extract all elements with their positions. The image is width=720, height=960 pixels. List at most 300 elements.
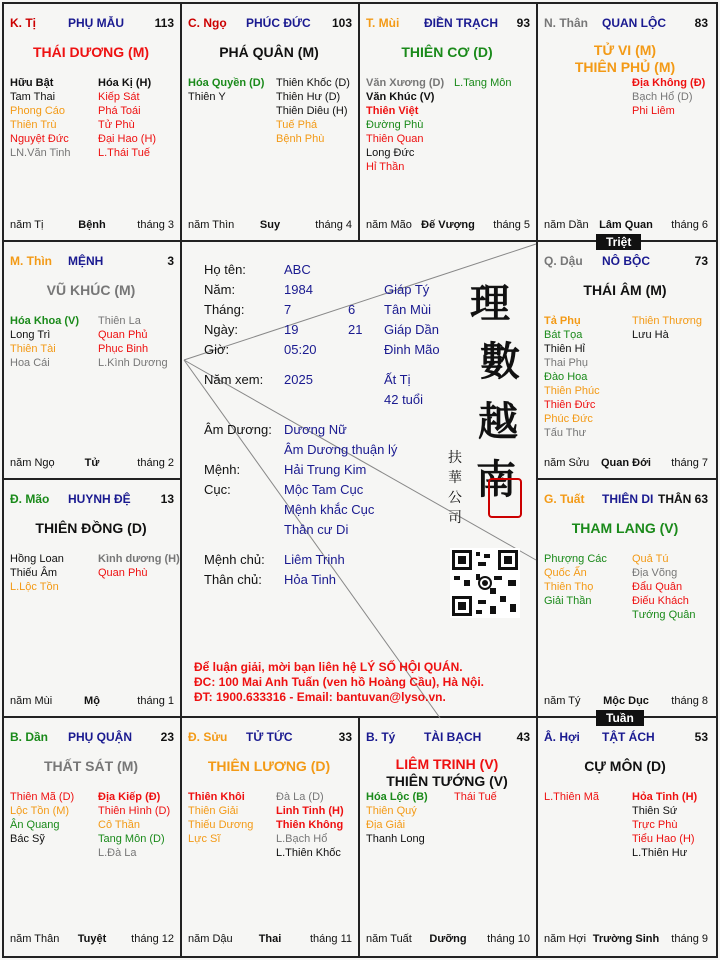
footer-year: năm Tý [544,695,581,707]
footer-stage: Mộc Dục [603,695,649,707]
minor-star: Địa Không (Đ) [632,77,706,89]
minor-star: Điếu Khách [632,595,689,607]
major-star: CỰ MÔN (D) [584,758,666,774]
minor-star: Thiên Phúc [544,385,600,397]
gio-value: 05:20 [284,342,317,357]
footer-stage: Trường Sinh [592,933,660,945]
minor-star: Long Trì [10,329,51,341]
qr-code-icon[interactable] [450,548,520,618]
minor-star: L.Thái Tuế [98,147,150,159]
footer-year: năm Tị [10,219,44,231]
minor-star: Tang Môn (D) [98,833,165,845]
palace-branch: N. Thân [544,16,588,30]
minor-star: Quan Phủ [98,329,148,341]
major-stars [360,44,534,61]
minor-star: L.Thiên Khốc [276,847,341,859]
palace-name: PHỤ QUẬN [68,730,133,744]
minor-stars-left [544,790,628,804]
minor-star: Thiên Quan [366,133,424,145]
palace-number: 103 [331,16,352,30]
palace-number: 73 [694,254,708,268]
palace-name: PHÚC ĐỨC [246,16,311,30]
major-star: THIÊN PHỦ (M) [574,59,676,75]
major-star: PHÁ QUÂN (M) [219,44,319,60]
palace-name: ĐIỀN TRẠCH [424,16,498,30]
palace-ngo [182,4,356,240]
palace-header [544,730,708,746]
minor-star: L.Bạch Hổ [276,833,328,845]
than-chu-label: Thân chủ: [204,572,262,587]
minor-star: Thiên Sứ [632,805,678,817]
minor-star: Thiên Thọ [544,581,594,593]
logo-small-char: 公 [448,490,462,506]
footer-stage: Mộ [84,695,100,707]
minor-star: Văn Khúc (V) [366,91,435,103]
minor-star: Lưu Hà [632,329,669,341]
contact-phone-email[interactable]: ĐT: 1900.633316 - Email: bantuvan@lyso.vn. [194,690,446,704]
palace-number: 23 [160,730,174,744]
logo-char: 越 [478,398,518,445]
palace-header [10,16,174,32]
minor-star: Quả Tú [632,553,669,565]
minor-star: Thiên Giải [188,805,239,817]
footer-month: tháng 8 [671,695,708,707]
footer-year: năm Dậu [188,933,233,945]
palace-header [366,730,530,746]
minor-stars-left [544,314,628,440]
palace-mao [4,480,178,716]
minor-star: Hỏa Tinh (H) [632,791,698,803]
minor-star: Bát Tọa [544,329,583,341]
tuoi-value: 42 tuổi [384,392,424,407]
palace-number: THÂN 63 [657,492,708,506]
minor-star: Phi Liêm [632,105,675,117]
palace-number: 93 [516,16,530,30]
minor-star: Thiên Hình (D) [98,805,171,817]
palace-branch: Â. Hợi [544,730,580,744]
minor-stars-right [632,552,716,622]
palace-header [544,16,708,32]
ngay-am-value: 21 [348,322,363,337]
major-stars [4,758,178,775]
cuc-label: Cục: [204,482,231,497]
palace-name: TỬ TỨC [246,730,293,744]
footer-stage: Suy [259,219,281,231]
footer-year: năm Mùi [10,695,53,707]
palace-footer [544,218,708,232]
minor-star: Quốc Ấn [544,567,587,579]
minor-star: Hóa Quyền (D) [188,77,265,89]
minor-star: Long Đức [366,147,415,159]
minor-star: Tướng Quân [632,609,696,621]
palace-mui [360,4,534,240]
minor-star: Đào Hoa [544,371,588,383]
minor-star: Cô Thần [98,819,140,831]
ngay-can-chi: Giáp Dần [384,322,439,337]
minor-stars-right [454,76,538,90]
palace-name: HUYNH ĐỆ [68,492,131,506]
minor-star: Phượng Các [544,553,607,565]
palace-branch: Đ. Mão [10,492,50,506]
palace-footer [188,932,352,946]
footer-month: tháng 2 [137,457,174,469]
palace-name: TẬT ÁCH [602,730,655,744]
thang-label: Tháng: [204,302,245,317]
footer-year: năm Dần [544,219,589,231]
tuan-tag: Tuần [596,710,644,726]
minor-star: Thiên Hỉ [544,343,585,355]
thang-value: 7 [284,302,292,317]
palace-header [10,730,174,746]
logo-small-char: 華 [448,470,462,486]
minor-star: Thiên Đức [544,399,596,411]
minor-star: Thiên Mã (D) [10,791,75,803]
minor-star: Thai Phụ [544,357,589,369]
footer-year: năm Tuất [366,933,412,945]
minor-star: L.Tang Môn [454,77,512,89]
menh-label: Mệnh: [204,462,241,477]
minor-star: Hóa Lộc (B) [366,791,428,803]
red-seal-stamp [488,478,522,518]
minor-stars-left [10,790,94,846]
footer-month: tháng 4 [315,219,352,231]
footer-month: tháng 3 [137,219,174,231]
minor-star: Tam Thai [10,91,56,103]
minor-stars-right [276,790,360,860]
logo-small-text [448,448,464,528]
palace-ty [360,718,534,954]
nam-can-chi: Giáp Tý [384,282,430,297]
minor-stars-left [544,552,628,608]
minor-star: Phục Binh [98,343,149,355]
minor-star: Trực Phù [632,819,678,831]
footer-year: năm Sửu [544,457,590,469]
footer-month: tháng 10 [487,933,530,945]
center-info-panel [182,242,538,718]
minor-star: Đường Phù [366,119,424,131]
footer-year: năm Thân [10,933,60,945]
minor-stars-left [188,76,272,104]
footer-stage: Tuyệt [77,933,107,945]
palace-header [10,492,174,508]
minor-stars-right [276,76,360,146]
am-duong-label: Âm Dương: [204,422,272,437]
palace-footer [366,218,530,232]
minor-star: Thiếu Âm [10,567,58,579]
minor-star: Tử Phù [98,119,135,131]
contact-line: Để luận giải, mời bạn liên hệ LÝ SỐ HỘI QUÁN. [194,660,463,674]
nam-xem-value: 2025 [284,372,313,387]
major-stars [538,758,712,775]
major-stars [360,756,534,790]
nam-xem-label: Năm xem: [204,372,264,387]
minor-star: Thiên Hư (D) [276,91,341,103]
major-stars [4,520,178,537]
major-star: THÁI DƯƠNG (M) [32,44,150,60]
thang-am-value: 6 [348,302,356,317]
minor-star: Nguyệt Đức [10,133,69,145]
minor-star: Thiếu Dương [188,819,254,831]
major-stars [4,44,178,61]
minor-star: Ân Quang [10,819,60,831]
minor-star: Thiên Tài [10,343,56,355]
minor-star: Phúc Đức [544,413,593,425]
minor-star: Hóa Kị (H) [98,77,152,89]
minor-star: Địa Kiếp (Đ) [98,791,161,803]
minor-star: Địa Võng [632,567,678,579]
palace-branch: C. Ngọ [188,16,227,30]
minor-star: Phá Toái [98,105,141,117]
footer-stage: Bệnh [78,219,106,231]
menh-chu-value: Liêm Trinh [284,552,345,567]
palace-number: 113 [154,16,174,30]
thang-can-chi: Tân Mùi [384,302,431,317]
logo-small-char: 扶 [448,450,462,466]
triet-tag: Triệt [596,234,641,250]
minor-stars-right [632,314,716,342]
palace-footer [366,932,530,946]
major-star: LIÊM TRINH (V) [395,756,499,772]
major-stars [182,44,356,61]
major-star: VŨ KHÚC (M) [46,282,136,298]
menh-chu-label: Mệnh chủ: [204,552,265,567]
palace-footer [10,456,174,470]
minor-stars-right [98,790,182,860]
palace-name: MỆNH [68,254,104,268]
ho-ten-value: ABC [284,262,311,277]
minor-star: Bạch Hổ (D) [632,91,693,103]
major-stars [538,42,712,76]
minor-stars-right [632,790,716,860]
palace-number: 13 [160,492,174,506]
palace-branch: B. Tý [366,730,396,744]
palace-suu [182,718,356,954]
major-star: THIÊN CƠ (D) [401,44,493,60]
minor-star: LN.Văn Tinh [10,147,71,159]
major-star: THẤT SÁT (M) [43,758,139,774]
contact-address: ĐC: 100 Mai Anh Tuấn (ven hồ Hoàng Cầu), Hà Nội. [194,675,485,689]
footer-stage: Quan Đới [601,457,651,469]
minor-star: Địa Giải [366,819,406,831]
minor-star: Thiên Khôi [188,791,245,803]
palace-ti [4,4,178,240]
minor-star: Bác Sỹ [10,833,45,845]
major-stars [182,758,356,775]
contact-info [194,660,484,705]
nam-label: Năm: [204,282,236,297]
palace-footer [544,932,708,946]
major-star: THIÊN LƯƠNG (D) [207,758,331,774]
gio-can-chi: Đinh Mão [384,342,440,357]
minor-star: Thiên Y [188,91,226,103]
nam-value: 1984 [284,282,313,297]
am-duong-value: Dương Nữ [284,422,347,437]
logo-small-char: 司 [448,510,462,526]
palace-branch: Đ. Sửu [188,730,228,744]
minor-stars-left [366,76,450,174]
palace-name: NÔ BỘC [602,254,650,268]
major-stars [538,520,712,537]
major-star: TỬ VI (M) [593,42,657,58]
minor-star: Lộc Tồn (M) [10,805,70,817]
palace-header [544,492,708,508]
footer-month: tháng 12 [131,933,174,945]
palace-name: QUAN LỘC [602,16,666,30]
ngay-label: Ngày: [204,322,238,337]
than-chu-value: Hỏa Tinh [284,572,337,587]
palace-branch: Q. Dậu [544,254,583,268]
minor-stars-right [454,790,538,804]
palace-dan [4,718,178,954]
minor-star: Thiên Diêu (H) [276,105,348,117]
minor-star: L.Thiên Hư [632,847,688,859]
minor-stars-left [10,552,94,594]
footer-stage: Thai [258,933,282,945]
minor-star: Văn Xương (D) [366,77,445,89]
minor-stars-right [98,76,182,160]
minor-star: Giải Thần [544,595,592,607]
minor-star: Thiên Quý [366,805,417,817]
major-star: THIÊN ĐỒNG (D) [35,520,147,536]
minor-star: Kình dương (H) [98,553,180,565]
ho-ten-label: Họ tên: [204,262,246,277]
minor-stars-right [98,314,182,370]
ngay-value: 19 [284,322,299,337]
palace-number: 3 [167,254,174,268]
menh-value: Hải Trung Kim [284,462,367,477]
minor-stars-right [98,552,182,580]
minor-star: Đại Hao (H) [98,133,157,145]
palace-number: 43 [516,730,530,744]
footer-year: năm Hợi [544,933,587,945]
minor-star: Đẩu Quân [632,581,683,593]
footer-month: tháng 1 [137,695,174,707]
palace-branch: K. Tị [10,16,36,30]
palace-than [538,4,712,240]
minor-star: Kiếp Sát [98,91,140,103]
minor-star: Thiên Khốc (D) [276,77,350,89]
minor-star: L.Kình Dương [98,357,168,369]
footer-stage: Đế Vượng [421,219,475,231]
minor-star: Thiên Không [276,819,344,831]
palace-footer [10,694,174,708]
palace-header [10,254,174,270]
palace-name: THIÊN DI [602,492,654,506]
footer-stage: Dưỡng [429,933,467,945]
palace-footer [544,456,708,470]
minor-star: Quan Phù [98,567,148,579]
major-star: THAM LANG (V) [571,520,679,536]
palace-branch: G. Tuất [544,492,585,506]
minor-star: Linh Tinh (H) [276,805,344,817]
palace-footer [544,694,708,708]
minor-stars-left [10,76,94,160]
minor-star: Thái Tuế [454,791,497,803]
palace-branch: B. Dần [10,730,49,744]
major-star: THÁI ÂM (M) [583,282,667,298]
palace-header [188,16,352,32]
palace-name: TÀI BẠCH [424,730,482,744]
gio-label: Giờ: [204,342,230,357]
minor-star: Hồng Loan [10,553,64,565]
palace-header [366,16,530,32]
logo-char: 數 [480,338,520,385]
palace-footer [10,218,174,232]
minor-stars-left [366,790,450,846]
logo-char: 理 [470,280,510,327]
nam-xem-can-chi: Ất Tị [384,372,411,387]
palace-branch: T. Mùi [366,16,400,30]
minor-star: Tuế Phá [276,119,318,131]
footer-stage: Lâm Quan [599,219,653,231]
minor-star: Thiên Thương [632,315,703,327]
minor-star: Thiên La [98,315,141,327]
minor-star: Đà La (D) [276,791,324,803]
footer-year: năm Ngọ [10,457,55,469]
footer-month: tháng 5 [493,219,530,231]
am-duong-note: Âm Dương thuận lý [284,442,398,457]
minor-star: Hoa Cái [10,357,50,369]
minor-star: L.Thiên Mã [544,791,600,803]
palace-number: 83 [694,16,708,30]
cuc-value: Mộc Tam Cục [284,482,364,497]
major-star: THIÊN TƯỚNG (V) [386,773,508,789]
minor-star: Tiểu Hao (H) [632,833,695,845]
palace-branch: M. Thìn [10,254,52,268]
minor-stars-left [188,790,272,846]
footer-year: năm Thìn [188,219,235,231]
footer-month: tháng 7 [671,457,708,469]
minor-stars-left [10,314,94,370]
palace-header [188,730,352,746]
minor-star: L.Lộc Tồn [10,581,59,593]
minor-star: Bệnh Phù [276,133,325,145]
minor-star: Hỉ Thần [366,161,405,173]
minor-star: Lực Sĩ [188,833,221,845]
palace-footer [10,932,174,946]
palace-hoi [538,718,712,954]
palace-name: PHỤ MẪU [68,16,124,30]
cuc-note-1: Mệnh khắc Cục [284,502,375,517]
palace-dau [538,242,712,478]
palace-number: 53 [694,730,708,744]
minor-star: Hóa Khoa (V) [10,315,80,327]
cuc-note-2: Thân cư Di [284,522,349,537]
palace-thin [4,242,178,478]
minor-stars-right [632,76,716,118]
minor-star: Thanh Long [366,833,425,845]
minor-star: L.Đà La [98,847,137,859]
palace-header [544,254,708,270]
footer-month: tháng 6 [671,219,708,231]
major-stars [4,282,178,299]
minor-star: Phong Cáo [10,105,66,117]
footer-stage: Tử [84,457,100,469]
footer-month: tháng 11 [309,933,352,945]
logo-char: 南 [476,456,516,503]
footer-month: tháng 9 [671,933,708,945]
palace-tuat [538,480,712,716]
minor-star: Tả Phụ [544,315,581,327]
footer-year: năm Mão [366,219,412,231]
palace-footer [188,218,352,232]
minor-star: Thiên Trù [10,119,57,131]
minor-star: Tấu Thư [544,427,587,439]
major-stars [538,282,712,299]
minor-star: Hữu Bật [10,77,54,89]
palace-number: 33 [338,730,352,744]
minor-star: Thiên Việt [366,105,419,117]
